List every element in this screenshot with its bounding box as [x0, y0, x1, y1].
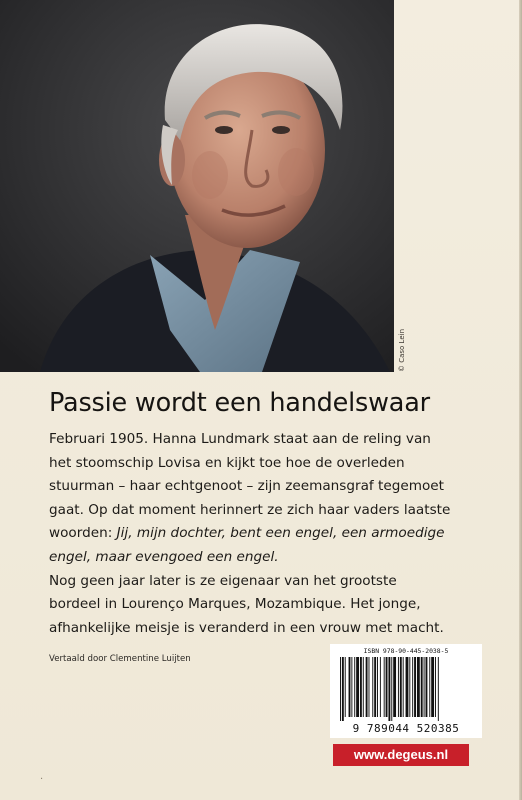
barcode-bar: [360, 657, 362, 717]
blurb-line: bordeel in Lourenço Marques, Mozambique. Het jonge,: [49, 596, 421, 613]
headline: Passie wordt een handelswaar: [49, 388, 430, 418]
blurb-quote: engel, maar evengoed een engel.: [49, 548, 279, 565]
barcode-bar: [435, 657, 436, 717]
blurb-line: [49, 546, 489, 570]
barcode-bar: [400, 657, 402, 717]
blurb-line: het stoomschip Lovisa en kijkt toe hoe de overleden: [49, 454, 405, 471]
barcode-bar: [340, 657, 341, 721]
barcode-bar: [412, 657, 413, 717]
barcode-bar: [342, 657, 344, 721]
barcode-bar: [403, 657, 404, 717]
blurb-line: [49, 522, 489, 546]
barcode-bar: [366, 657, 368, 717]
photo-credit: © Caso Lein: [398, 328, 406, 372]
barcode-bar: [417, 657, 420, 717]
barcode-bar: [393, 657, 396, 717]
barcode-bar: [438, 657, 439, 721]
blurb-line: stuurman – haar echtgenoot – zijn zeemansgraf tegemoet: [49, 478, 444, 495]
barcode-bar: [380, 657, 381, 717]
barcode-bar: [372, 657, 373, 717]
barcode-bar: [388, 657, 390, 721]
barcode-bar: [354, 657, 355, 717]
blurb-line: gaat. Op dat moment herinnert ze zich haar vaders laatste: [49, 501, 451, 518]
barcode-bar: [398, 657, 399, 717]
blurb-lead: woorden:: [49, 525, 117, 542]
author-photo: [0, 0, 394, 372]
barcode-bar: [384, 657, 385, 717]
barcode-bar: [409, 657, 410, 717]
author-portrait-icon: [0, 0, 394, 372]
barcode-bar: [391, 657, 392, 721]
barcode-bar: [431, 657, 434, 717]
blurb: [49, 428, 489, 640]
barcode-bar: [424, 657, 425, 717]
blurb-quote: Jij, mijn dochter, bent een engel, een armoedige: [116, 525, 445, 542]
barcode-bar: [374, 657, 376, 717]
blurb-line: Nog geen jaar later is ze eigenaar van het grootste: [49, 572, 397, 589]
translator-credit: Vertaald door Clementine Luijten: [49, 654, 191, 664]
barcode-bar: [345, 657, 346, 717]
blurb-paragraph-1: [49, 428, 489, 570]
barcode-bar: [414, 657, 416, 717]
barcode-bar: [377, 657, 378, 717]
barcode-icon: [340, 657, 476, 721]
print-speck: ·: [40, 774, 44, 785]
barcode-bar: [356, 657, 359, 717]
barcode-bar: [363, 657, 364, 717]
blurb-paragraph-2: [49, 570, 489, 641]
barcode-bar: [369, 657, 370, 717]
barcode-bar: [351, 657, 352, 717]
isbn-number: ISBN 978-90-445-2038-5: [363, 647, 449, 655]
publisher-website[interactable]: www.degeus.nl: [333, 744, 469, 766]
barcode-box: [330, 644, 482, 738]
barcode-bar: [349, 657, 351, 717]
blurb-line: Februari 1905. Hanna Lundmark staat aan de reling van: [49, 431, 431, 447]
barcode-bar: [421, 657, 423, 717]
barcode-bar: [386, 657, 388, 717]
blurb-line: afhankelijke meisje is veranderd in een vrouw met macht.: [49, 619, 444, 636]
barcode-bar: [429, 657, 430, 717]
ean-digits: 9 789044 520385: [352, 722, 460, 735]
barcode-bar: [406, 657, 409, 717]
barcode-bar: [426, 657, 428, 717]
